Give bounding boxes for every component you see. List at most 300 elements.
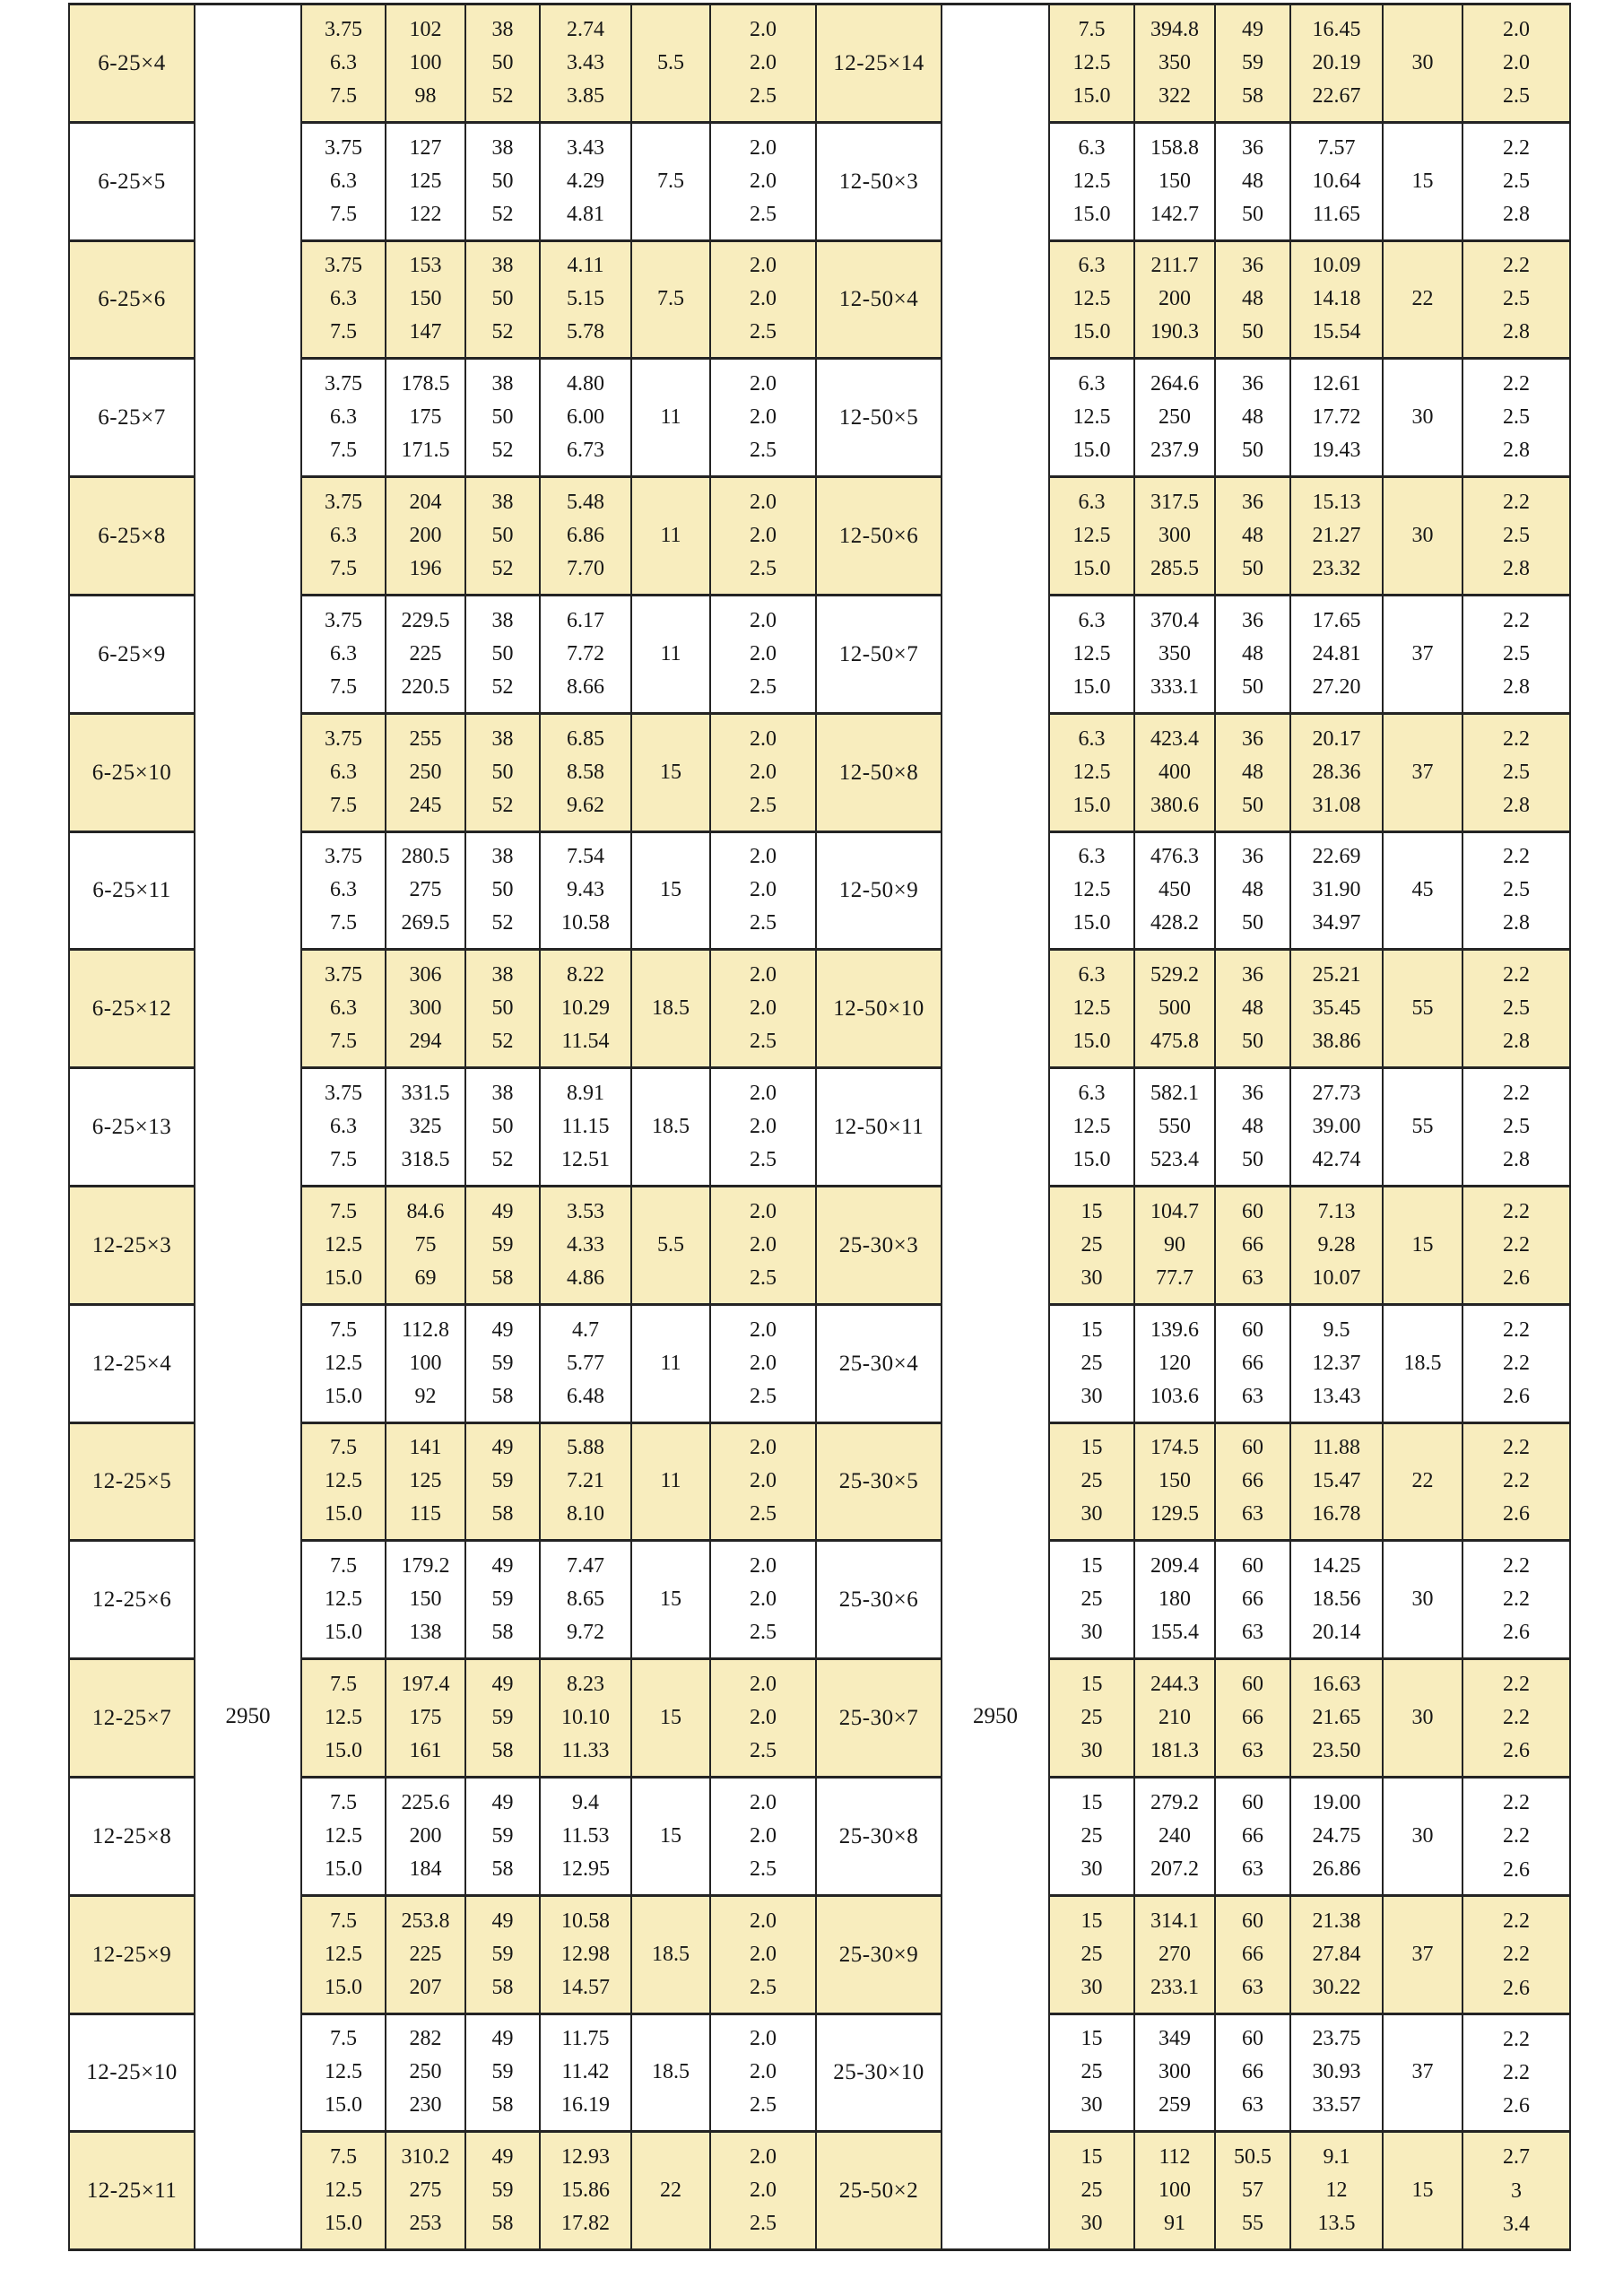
eff-value-line: 38 — [491, 1082, 514, 1106]
eff-value-line: 38 — [491, 372, 514, 396]
eff-value-line: 38 — [491, 135, 514, 160]
npsh-value-line: 2.0 — [750, 50, 777, 74]
right-row-17-flow-cell — [1050, 1897, 1135, 2015]
power-value-line: 14.25 — [1312, 1554, 1361, 1578]
head-value-line: 233.1 — [1150, 1975, 1199, 1999]
right-row-8-eff-cell — [1216, 833, 1291, 952]
right-row-9-power-cell — [1291, 951, 1384, 1069]
head-value-line: 253.8 — [401, 1909, 450, 1933]
flow-value-line: 7.5 — [330, 911, 357, 935]
eff-value-line: 50 — [1242, 557, 1263, 581]
left-row-15-eff-cell — [466, 1660, 541, 1779]
power-value-line: 4.7 — [572, 1318, 599, 1342]
right-row-8-model-cell: 12-50×9 — [817, 833, 942, 952]
left-row-4-npsh-cell — [711, 360, 817, 478]
head-value-line: 220.5 — [401, 674, 450, 699]
head-value-line: 77.7 — [1156, 1265, 1193, 1290]
flow-value-line: 12.5 — [1072, 50, 1111, 74]
eff-value-line: 48 — [1242, 1115, 1263, 1139]
flow-value-line: 15.0 — [325, 1857, 362, 1881]
power-value-line: 15.47 — [1312, 1469, 1361, 1493]
eff-value-line: 52 — [491, 911, 514, 935]
npsh-value-line: 2.5 — [750, 557, 777, 581]
power-value-line: 30.93 — [1312, 2060, 1361, 2084]
left-row-17-npsh-cell — [711, 1897, 817, 2015]
power-value-line: 9.72 — [567, 1621, 604, 1645]
left-row-19-flow-cell — [302, 2133, 386, 2251]
eff-value-line: 66 — [1242, 1587, 1263, 1612]
flow-value-line: 3.75 — [325, 1082, 362, 1106]
right-row-19-head-cell — [1135, 2133, 1216, 2251]
power-value-line: 20.14 — [1312, 1621, 1361, 1645]
left-row-16-model-cell: 12-25×8 — [70, 1779, 195, 1897]
left-row-6-flow-cell — [302, 596, 386, 715]
npsh-value-line: 2.0 — [750, 1436, 777, 1460]
right-row-17-power-cell — [1291, 1897, 1384, 2015]
head-value-line: 180 — [1159, 1587, 1191, 1612]
flow-value-line: 25 — [1081, 2060, 1103, 2084]
eff-value-line: 59 — [491, 1587, 514, 1612]
head-value-line: 171.5 — [401, 439, 450, 463]
left-row-16-motor-cell: 15 — [632, 1779, 711, 1897]
flow-value-line: 7.5 — [1078, 17, 1106, 41]
left-row-2-model-cell: 6-25×5 — [70, 124, 195, 242]
right-row-1-eff-cell — [1216, 5, 1291, 124]
eff-value-line: 60 — [1242, 1318, 1263, 1342]
right-row-11-npsh-cell — [1463, 1187, 1571, 1306]
power-value-line: 5.77 — [567, 1351, 604, 1375]
head-value-line: 245 — [409, 793, 442, 817]
head-value-line: 253 — [409, 2212, 442, 2236]
flow-value-line: 15 — [1081, 1909, 1103, 1933]
eff-value-line: 38 — [491, 608, 514, 632]
head-value-line: 294 — [409, 1030, 442, 1054]
power-value-line: 16.63 — [1312, 1673, 1361, 1697]
left-row-3-eff-cell — [466, 242, 541, 361]
left-row-8-head-cell — [386, 833, 466, 952]
left-row-17-eff-cell — [466, 1897, 541, 2015]
eff-value-line: 60 — [1242, 1554, 1263, 1578]
head-value-line: 197.4 — [401, 1673, 450, 1697]
flow-value-line: 6.3 — [330, 996, 357, 1021]
flow-value-line: 12.5 — [325, 2060, 362, 2084]
eff-value-line: 66 — [1242, 1351, 1263, 1375]
power-value-line: 3.85 — [567, 83, 604, 108]
left-row-2-eff-cell — [466, 124, 541, 242]
head-value-line: 317.5 — [1150, 491, 1199, 515]
right-row-12-motor-cell: 18.5 — [1384, 1306, 1463, 1424]
npsh-value-line: 2.5 — [750, 1857, 777, 1881]
left-row-19-power-cell — [541, 2133, 632, 2251]
flow-value-line: 30 — [1081, 1621, 1103, 1645]
right-row-11-motor-cell: 15 — [1384, 1187, 1463, 1306]
right-row-13-flow-cell — [1050, 1424, 1135, 1543]
right-row-13-motor-cell: 22 — [1384, 1424, 1463, 1543]
npsh-value-line: 2.7 — [1503, 2145, 1530, 2170]
npsh-value-line: 2.0 — [750, 608, 777, 632]
left-row-17-flow-cell — [302, 1897, 386, 2015]
npsh-value-line: 2.0 — [750, 726, 777, 751]
power-value-line: 8.65 — [567, 1587, 604, 1612]
npsh-value-line: 2.5 — [1503, 287, 1530, 311]
left-row-1-power-cell — [541, 5, 632, 124]
left-row-9-npsh-cell — [711, 951, 817, 1069]
head-value-line: 150 — [409, 287, 442, 311]
power-value-line: 22.69 — [1312, 845, 1361, 869]
eff-value-line: 38 — [491, 491, 514, 515]
left-row-5-head-cell — [386, 478, 466, 596]
right-row-12-head-cell — [1135, 1306, 1216, 1424]
power-value-line: 12 — [1325, 2179, 1348, 2203]
left-row-4-head-cell — [386, 360, 466, 478]
head-value-line: 250 — [1159, 405, 1191, 430]
left-row-10-motor-cell: 18.5 — [632, 1069, 711, 1187]
eff-value-line: 49 — [491, 1199, 514, 1223]
head-value-line: 225.6 — [401, 1790, 450, 1814]
power-value-line: 23.75 — [1312, 2027, 1361, 2051]
right-row-19-model-cell: 25-50×2 — [817, 2133, 942, 2251]
eff-value-line: 52 — [491, 1148, 514, 1172]
flow-value-line: 6.3 — [1078, 135, 1106, 160]
eff-value-line: 58 — [491, 1265, 514, 1290]
left-row-5-eff-cell — [466, 478, 541, 596]
npsh-value-line: 2.0 — [750, 405, 777, 430]
head-value-line: 120 — [1159, 1351, 1191, 1375]
eff-value-line: 60 — [1242, 1199, 1263, 1223]
left-row-10-head-cell — [386, 1069, 466, 1187]
left-row-7-head-cell — [386, 715, 466, 833]
power-value-line: 6.17 — [567, 608, 604, 632]
left-row-9-eff-cell — [466, 951, 541, 1069]
flow-value-line: 15.0 — [325, 2093, 362, 2118]
flow-value-line: 12.5 — [325, 1706, 362, 1730]
eff-value-line: 50 — [1242, 439, 1263, 463]
flow-value-line: 15.0 — [1072, 1148, 1111, 1172]
power-value-line: 28.36 — [1312, 760, 1361, 784]
right-row-4-motor-cell: 30 — [1384, 360, 1463, 478]
head-value-line: 210 — [1159, 1706, 1191, 1730]
eff-value-line: 50 — [491, 169, 514, 193]
flow-value-line: 15.0 — [325, 2212, 362, 2236]
flow-value-line: 7.5 — [330, 793, 357, 817]
right-row-11-model-cell: 25-30×3 — [817, 1187, 942, 1306]
flow-value-line: 3.75 — [325, 608, 362, 632]
npsh-value-line: 2.0 — [750, 1706, 777, 1730]
left-row-10-power-cell — [541, 1069, 632, 1187]
eff-value-line: 50 — [1242, 911, 1263, 935]
right-row-6-flow-cell — [1050, 596, 1135, 715]
npsh-value-line: 2.5 — [750, 674, 777, 699]
power-value-line: 11.53 — [561, 1823, 610, 1848]
eff-value-line: 49 — [491, 1673, 514, 1697]
power-value-line: 11.75 — [561, 2027, 610, 2051]
left-row-11-flow-cell — [302, 1187, 386, 1306]
head-value-line: 158.8 — [1150, 135, 1199, 160]
head-value-line: 300 — [409, 996, 442, 1021]
npsh-value-line: 2.8 — [1503, 911, 1530, 935]
flow-value-line: 3.75 — [325, 491, 362, 515]
flow-value-line: 15.0 — [1072, 911, 1111, 935]
flow-value-line: 12.5 — [1072, 405, 1111, 430]
head-value-line: 259 — [1159, 2093, 1191, 2118]
power-value-line: 12.37 — [1312, 1351, 1361, 1375]
flow-value-line: 6.3 — [330, 287, 357, 311]
right-row-1-npsh-cell — [1463, 5, 1571, 124]
left-row-14-motor-cell: 15 — [632, 1542, 711, 1660]
head-value-line: 230 — [409, 2093, 442, 2118]
left-row-13-motor-cell: 11 — [632, 1424, 711, 1543]
power-value-line: 4.11 — [567, 254, 604, 278]
left-row-6-motor-cell: 11 — [632, 596, 711, 715]
flow-value-line: 3.75 — [325, 845, 362, 869]
power-value-line: 22.67 — [1312, 83, 1361, 108]
npsh-value-line: 2.5 — [750, 1148, 777, 1172]
flow-value-line: 15.0 — [1072, 793, 1111, 817]
left-row-5-npsh-cell — [711, 478, 817, 596]
power-value-line: 5.78 — [567, 320, 604, 344]
npsh-value-line: 2.5 — [1503, 405, 1530, 430]
eff-value-line: 52 — [491, 202, 514, 226]
left-row-13-power-cell — [541, 1424, 632, 1543]
npsh-value-line: 2.5 — [750, 1502, 777, 1526]
power-value-line: 2.74 — [567, 17, 604, 41]
right-row-2-npsh-cell — [1463, 124, 1571, 242]
eff-value-line: 50 — [491, 50, 514, 74]
flow-value-line: 6.3 — [330, 760, 357, 784]
eff-value-line: 49 — [491, 2027, 514, 2051]
eff-value-line: 58 — [491, 1975, 514, 1999]
npsh-value-line: 2.5 — [750, 83, 777, 108]
npsh-value-line: 2.0 — [750, 1351, 777, 1375]
npsh-value-line: 2.5 — [750, 2212, 777, 2236]
head-value-line: 350 — [1159, 641, 1191, 665]
left-row-18-power-cell — [541, 2015, 632, 2134]
flow-value-line: 15.0 — [325, 1502, 362, 1526]
flow-value-line: 25 — [1081, 1587, 1103, 1612]
right-row-18-npsh-cell — [1463, 2015, 1571, 2134]
npsh-value-line: 2.2 — [1503, 1199, 1530, 1223]
power-value-line: 26.86 — [1312, 1857, 1361, 1881]
left-row-8-model-cell: 6-25×11 — [70, 833, 195, 952]
right-row-9-flow-cell — [1050, 951, 1135, 1069]
left-row-11-motor-cell: 5.5 — [632, 1187, 711, 1306]
head-value-line: 174.5 — [1150, 1436, 1199, 1460]
right-row-12-power-cell — [1291, 1306, 1384, 1424]
head-value-line: 147 — [409, 320, 442, 344]
left-row-10-model-cell: 6-25×13 — [70, 1069, 195, 1187]
eff-value-line: 48 — [1242, 641, 1263, 665]
eff-value-line: 50 — [1242, 1030, 1263, 1054]
head-value-line: 314.1 — [1150, 1909, 1199, 1933]
eff-value-line: 36 — [1242, 491, 1263, 515]
left-row-17-power-cell — [541, 1897, 632, 2015]
right-row-1-head-cell — [1135, 5, 1216, 124]
left-row-15-flow-cell — [302, 1660, 386, 1779]
npsh-value-line: 2.0 — [750, 1115, 777, 1139]
left-row-15-npsh-cell — [711, 1660, 817, 1779]
eff-value-line: 66 — [1242, 1232, 1263, 1257]
right-row-1-power-cell — [1291, 5, 1384, 124]
npsh-value-line: 2.6 — [1503, 1857, 1530, 1882]
left-row-18-model-cell: 12-25×10 — [70, 2015, 195, 2134]
power-value-line: 16.19 — [561, 2093, 610, 2118]
right-row-4-model-cell: 12-50×5 — [817, 360, 942, 478]
right-row-2-eff-cell — [1216, 124, 1291, 242]
npsh-value-line: 2.0 — [750, 524, 777, 548]
flow-value-line: 6.3 — [330, 1115, 357, 1139]
flow-value-line: 7.5 — [330, 83, 357, 108]
npsh-value-line: 2.2 — [1503, 845, 1530, 869]
npsh-value-line: 2.5 — [750, 1621, 777, 1645]
npsh-value-line: 2.2 — [1503, 2060, 1530, 2084]
left-row-6-eff-cell — [466, 596, 541, 715]
flow-value-line: 15.0 — [1072, 439, 1111, 463]
head-value-line: 370.4 — [1150, 608, 1199, 632]
head-value-line: 237.9 — [1150, 439, 1199, 463]
eff-value-line: 50 — [1242, 320, 1263, 344]
power-value-line: 34.97 — [1312, 911, 1361, 935]
head-value-line: 306 — [409, 963, 442, 987]
left-row-18-motor-cell: 18.5 — [632, 2015, 711, 2134]
right-row-12-model-cell: 25-30×4 — [817, 1306, 942, 1424]
head-value-line: 90 — [1164, 1232, 1185, 1257]
npsh-value-line: 2.8 — [1503, 793, 1530, 817]
flow-value-line: 15.0 — [1072, 1030, 1111, 1054]
flow-value-line: 3.75 — [325, 726, 362, 751]
right-row-13-power-cell — [1291, 1424, 1384, 1543]
head-value-line: 178.5 — [401, 372, 450, 396]
npsh-value-line: 2.5 — [750, 202, 777, 226]
eff-value-line: 66 — [1242, 2060, 1263, 2084]
right-row-7-flow-cell — [1050, 715, 1135, 833]
flow-value-line: 6.3 — [1078, 845, 1106, 869]
npsh-value-line: 2.6 — [1503, 1384, 1530, 1408]
power-value-line: 21.65 — [1312, 1706, 1361, 1730]
npsh-value-line: 2.0 — [750, 372, 777, 396]
right-row-14-motor-cell: 30 — [1384, 1542, 1463, 1660]
npsh-value-line: 2.5 — [750, 1975, 777, 1999]
left-row-6-npsh-cell — [711, 596, 817, 715]
power-value-line: 16.45 — [1312, 17, 1361, 41]
npsh-value-line: 2.8 — [1503, 1030, 1530, 1054]
eff-value-line: 50 — [491, 287, 514, 311]
eff-value-line: 59 — [491, 2179, 514, 2203]
flow-value-line: 3.75 — [325, 963, 362, 987]
left-row-11-model-cell: 12-25×3 — [70, 1187, 195, 1306]
left-row-12-eff-cell — [466, 1306, 541, 1424]
head-value-line: 250 — [409, 760, 442, 784]
eff-value-line: 36 — [1242, 1082, 1263, 1106]
right-row-19-flow-cell — [1050, 2133, 1135, 2251]
flow-value-line: 12.5 — [325, 1942, 362, 1966]
power-value-line: 27.20 — [1312, 674, 1361, 699]
flow-value-line: 12.5 — [1072, 760, 1111, 784]
left-row-9-motor-cell: 18.5 — [632, 951, 711, 1069]
eff-value-line: 38 — [491, 17, 514, 41]
right-row-8-flow-cell — [1050, 833, 1135, 952]
right-row-8-head-cell — [1135, 833, 1216, 952]
right-row-10-power-cell — [1291, 1069, 1384, 1187]
left-row-12-head-cell — [386, 1306, 466, 1424]
flow-value-line: 15 — [1081, 1673, 1103, 1697]
power-value-line: 4.29 — [567, 169, 604, 193]
flow-value-line: 12.5 — [1072, 996, 1111, 1021]
flow-value-line: 6.3 — [1078, 372, 1106, 396]
head-value-line: 207 — [409, 1975, 442, 1999]
flow-value-line: 15 — [1081, 1318, 1103, 1342]
left-row-17-motor-cell: 18.5 — [632, 1897, 711, 2015]
right-row-6-model-cell: 12-50×7 — [817, 596, 942, 715]
left-row-3-motor-cell: 7.5 — [632, 242, 711, 361]
power-value-line: 10.64 — [1312, 169, 1361, 193]
npsh-value-line: 2.5 — [750, 911, 777, 935]
flow-value-line: 12.5 — [325, 1232, 362, 1257]
left-row-16-eff-cell — [466, 1779, 541, 1897]
power-value-line: 7.13 — [1317, 1199, 1356, 1223]
head-value-line: 190.3 — [1150, 320, 1199, 344]
right-row-3-npsh-cell — [1463, 242, 1571, 361]
power-value-line: 7.70 — [567, 557, 604, 581]
head-value-line: 428.2 — [1150, 911, 1199, 935]
eff-value-line: 50 — [491, 996, 514, 1021]
power-value-line: 9.62 — [567, 793, 604, 817]
npsh-value-line: 2.2 — [1503, 135, 1530, 160]
left-row-10-eff-cell — [466, 1069, 541, 1187]
head-value-line: 181.3 — [1150, 1739, 1199, 1763]
npsh-value-line: 2.6 — [1503, 1621, 1530, 1645]
npsh-value-line: 2.8 — [1503, 439, 1530, 463]
head-value-line: 325 — [409, 1115, 442, 1139]
left-row-2-power-cell — [541, 124, 632, 242]
head-value-line: 322 — [1159, 83, 1191, 108]
eff-value-line: 58 — [491, 1384, 514, 1408]
power-value-line: 7.54 — [567, 845, 604, 869]
right-row-2-motor-cell: 15 — [1384, 124, 1463, 242]
left-row-4-flow-cell — [302, 360, 386, 478]
npsh-value-line: 2.5 — [1503, 83, 1530, 108]
eff-value-line: 50 — [491, 760, 514, 784]
head-value-line: 380.6 — [1150, 793, 1199, 817]
left-row-17-model-cell: 12-25×9 — [70, 1897, 195, 2015]
left-row-11-eff-cell — [466, 1187, 541, 1306]
flow-value-line: 15 — [1081, 1554, 1103, 1578]
right-row-5-power-cell — [1291, 478, 1384, 596]
npsh-value-line: 2.2 — [1503, 1436, 1530, 1460]
eff-value-line: 63 — [1242, 1384, 1263, 1408]
eff-value-line: 50 — [491, 878, 514, 902]
flow-value-line: 7.5 — [330, 2145, 357, 2170]
npsh-value-line: 2.6 — [1503, 1739, 1530, 1763]
power-value-line: 17.65 — [1312, 608, 1361, 632]
npsh-value-line: 2.2 — [1503, 1790, 1530, 1814]
head-value-line: 125 — [409, 1469, 442, 1493]
npsh-value-line: 3 — [1511, 2179, 1522, 2203]
eff-value-line: 48 — [1242, 287, 1263, 311]
head-value-line: 207.2 — [1150, 1857, 1199, 1881]
power-value-line: 8.58 — [567, 760, 604, 784]
flow-value-line: 25 — [1081, 1232, 1103, 1257]
eff-value-line: 49 — [491, 2145, 514, 2170]
npsh-value-line: 2.2 — [1503, 1706, 1530, 1730]
head-value-line: 350 — [1159, 50, 1191, 74]
npsh-value-line: 2.6 — [1503, 1265, 1530, 1290]
npsh-value-line: 2.8 — [1503, 202, 1530, 226]
eff-value-line: 36 — [1242, 254, 1263, 278]
eff-value-line: 49 — [1242, 17, 1263, 41]
power-value-line: 10.29 — [561, 996, 610, 1021]
eff-value-line: 59 — [491, 1232, 514, 1257]
npsh-value-line: 2.0 — [750, 2027, 777, 2051]
